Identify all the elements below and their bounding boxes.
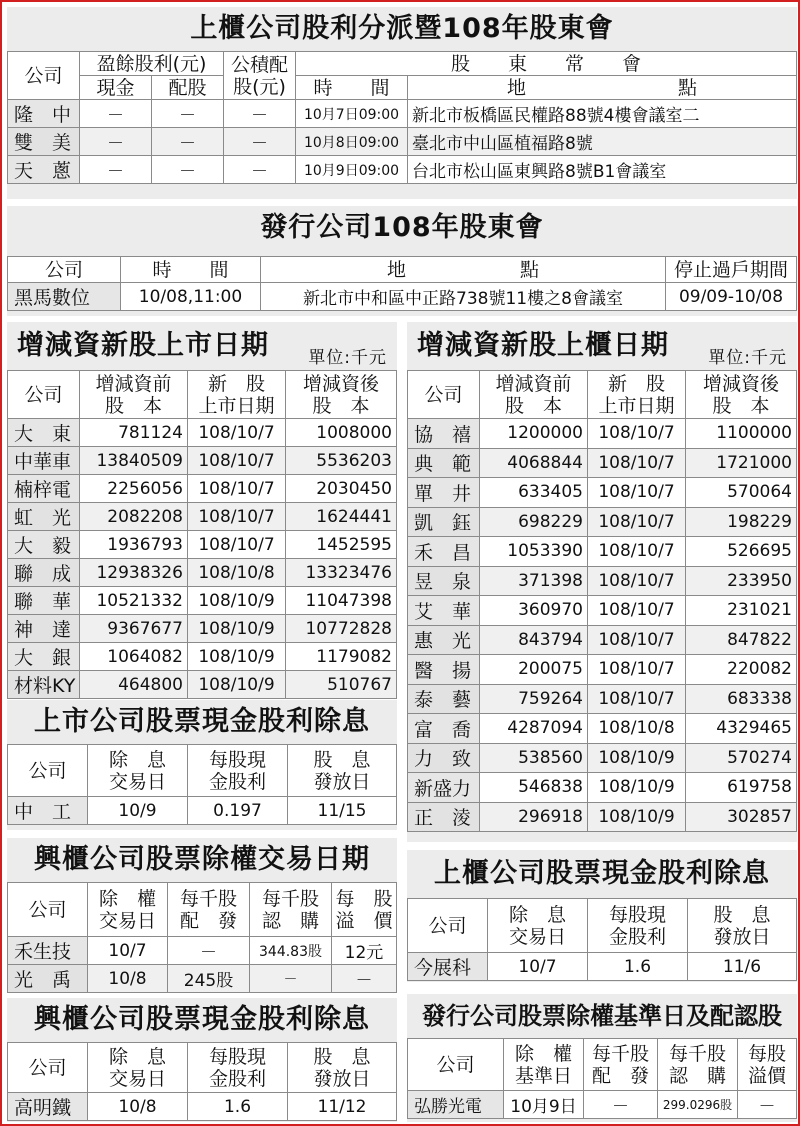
listed-new-shares-section [7,322,397,697]
listing-date: 108/10/9 [188,671,286,699]
meeting-time: 10月9日09:00 [296,156,408,184]
listing-date: 108/10/9 [188,615,286,643]
capital-before: 296918 [480,802,588,832]
allotment: － [168,937,250,965]
header-cash-dividend: 每股現 金股利 [588,899,688,953]
payment-date: 11/15 [288,797,397,825]
table-row [8,587,397,615]
capital-after: 1624441 [286,503,397,531]
company-name: 大 毅 [8,531,80,559]
section-title [407,322,797,370]
header-capital-after: 增減資後 股 本 [286,371,397,419]
listing-date: 108/10/7 [588,537,686,567]
meeting-place: 臺北市中山區植福路8號 [408,128,797,156]
otc-dividend-meeting-table [7,51,797,184]
reserve-stock: － [224,156,296,184]
header-ex-dividend-date: 除 息 交易日 [88,1043,188,1093]
cash-dividend: 1.6 [588,953,688,981]
capital-after: 220082 [686,655,797,685]
capital-after: 231021 [686,596,797,626]
capital-before: 546838 [480,773,588,803]
section-title: 發行公司108年股東會 [260,212,544,243]
premium: 12元 [332,937,397,965]
capital-before: 759264 [480,684,588,714]
stock-dividend: － [152,156,224,184]
premium: － [332,965,397,993]
header-capital-before: 增減資前 股 本 [480,371,588,419]
header-company: 公司 [8,1043,88,1093]
issuer-ex-rights-table [407,1038,797,1119]
header-company: 公司 [8,257,121,283]
capital-after: 5536203 [286,447,397,475]
table-row [408,448,797,478]
capital-before: 538560 [480,743,588,773]
capital-before: 1064082 [80,643,188,671]
header-meeting: 股 東 常 會 [296,52,797,76]
company-name: 單 井 [408,478,480,508]
capital-after: 510767 [286,671,397,699]
capital-before: 360970 [480,596,588,626]
header-cash-dividend: 每股現 金股利 [188,1043,288,1093]
listed-cash-dividend-table [7,744,397,825]
listing-date: 108/10/7 [588,448,686,478]
table-row [408,625,797,655]
header-payment-date: 股 息 發放日 [288,745,397,797]
ex-rights-date: 10/7 [88,937,168,965]
capital-after: 1008000 [286,419,397,447]
company-name: 新盛力 [408,773,480,803]
capital-after: 198229 [686,507,797,537]
company-name: 昱 泉 [408,566,480,596]
capital-after: 1721000 [686,448,797,478]
section-title-text: 增減資新股上市日期 [17,330,269,361]
header-ex-rights-date: 除 權 交易日 [88,883,168,937]
capital-after: 10772828 [286,615,397,643]
capital-after: 11047398 [286,587,397,615]
company-name: 今展科 [408,953,488,981]
header-place: 地 點 [408,76,797,100]
header-premium: 每股 溢價 [738,1039,797,1091]
meeting-place: 台北市松山區東興路8號B1會議室 [408,156,797,184]
capital-after: 1179082 [286,643,397,671]
company-name: 虹 光 [8,503,80,531]
premium: － [738,1091,797,1119]
capital-after: 570064 [686,478,797,508]
cash-dividend: － [80,100,152,128]
otc-dividend-meeting-section [7,7,797,199]
table-row [408,1091,797,1119]
table-row [8,128,797,156]
listing-date: 108/10/9 [588,773,686,803]
header-subscription: 每千股 認 購 [250,883,332,937]
emerging-ex-rights-table [7,882,397,993]
reserve-stock: － [224,128,296,156]
table-row [8,531,397,559]
issuer-meeting-section [7,206,797,316]
listing-date: 108/10/7 [588,655,686,685]
header-ex-dividend-date: 除 息 交易日 [88,745,188,797]
header-premium: 每 股 溢 價 [332,883,397,937]
table-row [8,100,797,128]
capital-after: 1100000 [686,419,797,449]
section-title-text: 增減資新股上櫃日期 [417,330,669,361]
payment-date: 11/12 [288,1093,397,1121]
header-allotment: 每千股 配 發 [168,883,250,937]
listing-date: 108/10/7 [588,419,686,449]
capital-after: 1452595 [286,531,397,559]
table-row [8,937,397,965]
company-name: 凱 鈺 [408,507,480,537]
company-name: 聯 成 [8,559,80,587]
header-allotment: 每千股 配 發 [584,1039,658,1091]
capital-after: 526695 [686,537,797,567]
table-row [408,566,797,596]
meeting-place: 新北市板橋區民權路88號4樓會議室二 [408,100,797,128]
listing-date: 108/10/9 [188,643,286,671]
capital-before: 4068844 [480,448,588,478]
subscription: 344.83股 [250,937,332,965]
company-name: 禾生技 [8,937,88,965]
table-row [408,802,797,832]
issuer-meeting-table [7,256,797,311]
base-date: 10月9日 [504,1091,584,1119]
emerging-cash-dividend-table [7,1042,397,1121]
header-listing-date: 新 股 上市日期 [188,371,286,419]
header-stop-transfer: 停止過戶期間 [666,257,797,283]
table-row [8,615,397,643]
section-title: 上市公司股票現金股利除息 [34,706,370,737]
section-title: 興櫃公司股票除權交易日期 [34,844,370,875]
subscription: － [250,965,332,993]
stop-transfer-period: 09/09-10/08 [666,283,797,311]
table-row [408,773,797,803]
company-name: 富 喬 [408,714,480,744]
meeting-time: 10/08,11:00 [121,283,261,311]
header-company: 公司 [8,52,80,100]
header-base-date: 除 權 基準日 [504,1039,584,1091]
header-subscription: 每千股 認 購 [658,1039,738,1091]
section-title [7,322,397,370]
capital-before: 1053390 [480,537,588,567]
company-name: 禾 昌 [408,537,480,567]
company-name: 中 工 [8,797,88,825]
header-company: 公司 [408,371,480,419]
listing-date: 108/10/7 [188,447,286,475]
listing-date: 108/10/9 [588,802,686,832]
company-name: 雙 美 [8,128,80,156]
company-name: 隆 中 [8,100,80,128]
header-company: 公司 [8,371,80,419]
header-capital-before: 增減資前 股 本 [80,371,188,419]
company-name: 弘勝光電 [408,1091,504,1119]
capital-before: 1936793 [80,531,188,559]
cash-dividend: － [80,156,152,184]
section-title: 興櫃公司股票現金股利除息 [34,1004,370,1035]
header-time: 時 間 [296,76,408,100]
listing-date: 108/10/9 [588,743,686,773]
table-row [408,537,797,567]
header-ex-dividend-date: 除 息 交易日 [488,899,588,953]
ex-dividend-date: 10/8 [88,1093,188,1121]
listing-date: 108/10/7 [188,531,286,559]
meeting-time: 10月7日09:00 [296,100,408,128]
ex-dividend-date: 10/9 [88,797,188,825]
table-row [8,643,397,671]
ex-rights-date: 10/8 [88,965,168,993]
capital-before: 13840509 [80,447,188,475]
listing-date: 108/10/7 [588,566,686,596]
listing-date: 108/10/7 [188,419,286,447]
listing-date: 108/10/7 [588,625,686,655]
capital-after: 4329465 [686,714,797,744]
payment-date: 11/6 [688,953,797,981]
listing-date: 108/10/9 [188,587,286,615]
company-name: 黑馬數位 [8,283,121,311]
table-row [408,478,797,508]
company-name: 楠梓電 [8,475,80,503]
table-row [8,671,397,699]
capital-after: 2030450 [286,475,397,503]
header-capital-after: 增減資後 股 本 [686,371,797,419]
header-company: 公司 [8,883,88,937]
capital-before: 698229 [480,507,588,537]
cash-dividend: － [80,128,152,156]
table-row [8,965,397,993]
table-row [408,684,797,714]
stock-dividend: － [152,128,224,156]
company-name: 中華車 [8,447,80,475]
cash-dividend: 1.6 [188,1093,288,1121]
company-name: 神 達 [8,615,80,643]
capital-after: 13323476 [286,559,397,587]
table-row [8,475,397,503]
company-name: 力 致 [408,743,480,773]
company-name: 天 蔥 [8,156,80,184]
table-row [8,797,397,825]
company-name: 協 禧 [408,419,480,449]
capital-after: 233950 [686,566,797,596]
company-name: 光 禹 [8,965,88,993]
listing-date: 108/10/7 [588,478,686,508]
table-row [8,156,797,184]
capital-before: 12938326 [80,559,188,587]
table-row [8,419,397,447]
company-name: 典 範 [408,448,480,478]
capital-after: 847822 [686,625,797,655]
listing-date: 108/10/7 [588,684,686,714]
capital-before: 633405 [480,478,588,508]
stock-dividend: － [152,100,224,128]
capital-after: 619758 [686,773,797,803]
capital-before: 4287094 [480,714,588,744]
table-row [408,953,797,981]
table-row [8,283,797,311]
table-row [8,1093,397,1121]
company-name: 大 銀 [8,643,80,671]
otc-new-shares-section [407,322,797,842]
company-name: 醫 揚 [408,655,480,685]
header-payment-date: 股 息 發放日 [288,1043,397,1093]
capital-before: 843794 [480,625,588,655]
company-name: 聯 華 [8,587,80,615]
emerging-ex-rights-section [7,838,397,990]
capital-before: 464800 [80,671,188,699]
table-row [8,447,397,475]
reserve-stock: － [224,100,296,128]
capital-before: 371398 [480,566,588,596]
table-row [408,507,797,537]
header-stock: 配股 [152,76,224,100]
header-cash: 現金 [80,76,152,100]
table-row [408,714,797,744]
listing-date: 108/10/8 [188,559,286,587]
company-name: 泰 藝 [408,684,480,714]
table-row [408,596,797,626]
capital-before: 1200000 [480,419,588,449]
otc-new-shares-table [407,370,797,832]
cash-dividend: 0.197 [188,797,288,825]
otc-cash-dividend-table [407,898,797,981]
company-name: 惠 光 [408,625,480,655]
emerging-cash-dividend-section [7,998,397,1122]
section-title: 上櫃公司股票現金股利除息 [434,858,770,889]
header-reserve-stock: 公積配股(元) [224,52,296,100]
otc-cash-dividend-section [407,850,797,982]
company-name: 高明鐵 [8,1093,88,1121]
listing-date: 108/10/7 [588,596,686,626]
listing-date: 108/10/7 [188,475,286,503]
listing-date: 108/10/8 [588,714,686,744]
listing-date: 108/10/7 [588,507,686,537]
table-row [8,503,397,531]
header-company: 公司 [408,899,488,953]
header-time: 時 間 [121,257,261,283]
listed-new-shares-table [7,370,397,699]
ex-dividend-date: 10/7 [488,953,588,981]
capital-before: 781124 [80,419,188,447]
capital-before: 9367677 [80,615,188,643]
capital-before: 2082208 [80,503,188,531]
listed-cash-dividend-section [7,700,397,830]
header-earnings-dividend: 盈餘股利(元) [80,52,224,76]
table-row [408,419,797,449]
unit-label: 單位:千元 [708,348,787,368]
meeting-time: 10月8日09:00 [296,128,408,156]
header-payment-date: 股 息 發放日 [688,899,797,953]
header-cash-dividend: 每股現 金股利 [188,745,288,797]
section-title: 上櫃公司股利分派暨108年股東會 [190,13,614,44]
listing-date: 108/10/7 [188,503,286,531]
table-row [8,559,397,587]
capital-after: 570274 [686,743,797,773]
capital-after: 683338 [686,684,797,714]
capital-after: 302857 [686,802,797,832]
unit-label: 單位:千元 [308,348,387,368]
company-name: 正 淩 [408,802,480,832]
subscription: 299.0296股 [658,1091,738,1119]
allotment: 245股 [168,965,250,993]
meeting-place: 新北市中和區中正路738號11樓之8會議室 [261,283,666,311]
company-name: 大 東 [8,419,80,447]
capital-before: 200075 [480,655,588,685]
issuer-ex-rights-section [407,994,797,1122]
allotment: － [584,1091,658,1119]
table-row [408,743,797,773]
header-place: 地 點 [261,257,666,283]
header-listing-date: 新 股 上市日期 [588,371,686,419]
capital-before: 10521332 [80,587,188,615]
header-company: 公司 [8,745,88,797]
section-title: 發行公司股票除權基準日及配認股 [422,1002,782,1030]
table-row [408,655,797,685]
capital-before: 2256056 [80,475,188,503]
company-name: 艾 華 [408,596,480,626]
header-company: 公司 [408,1039,504,1091]
company-name: 材料KY [8,671,80,699]
